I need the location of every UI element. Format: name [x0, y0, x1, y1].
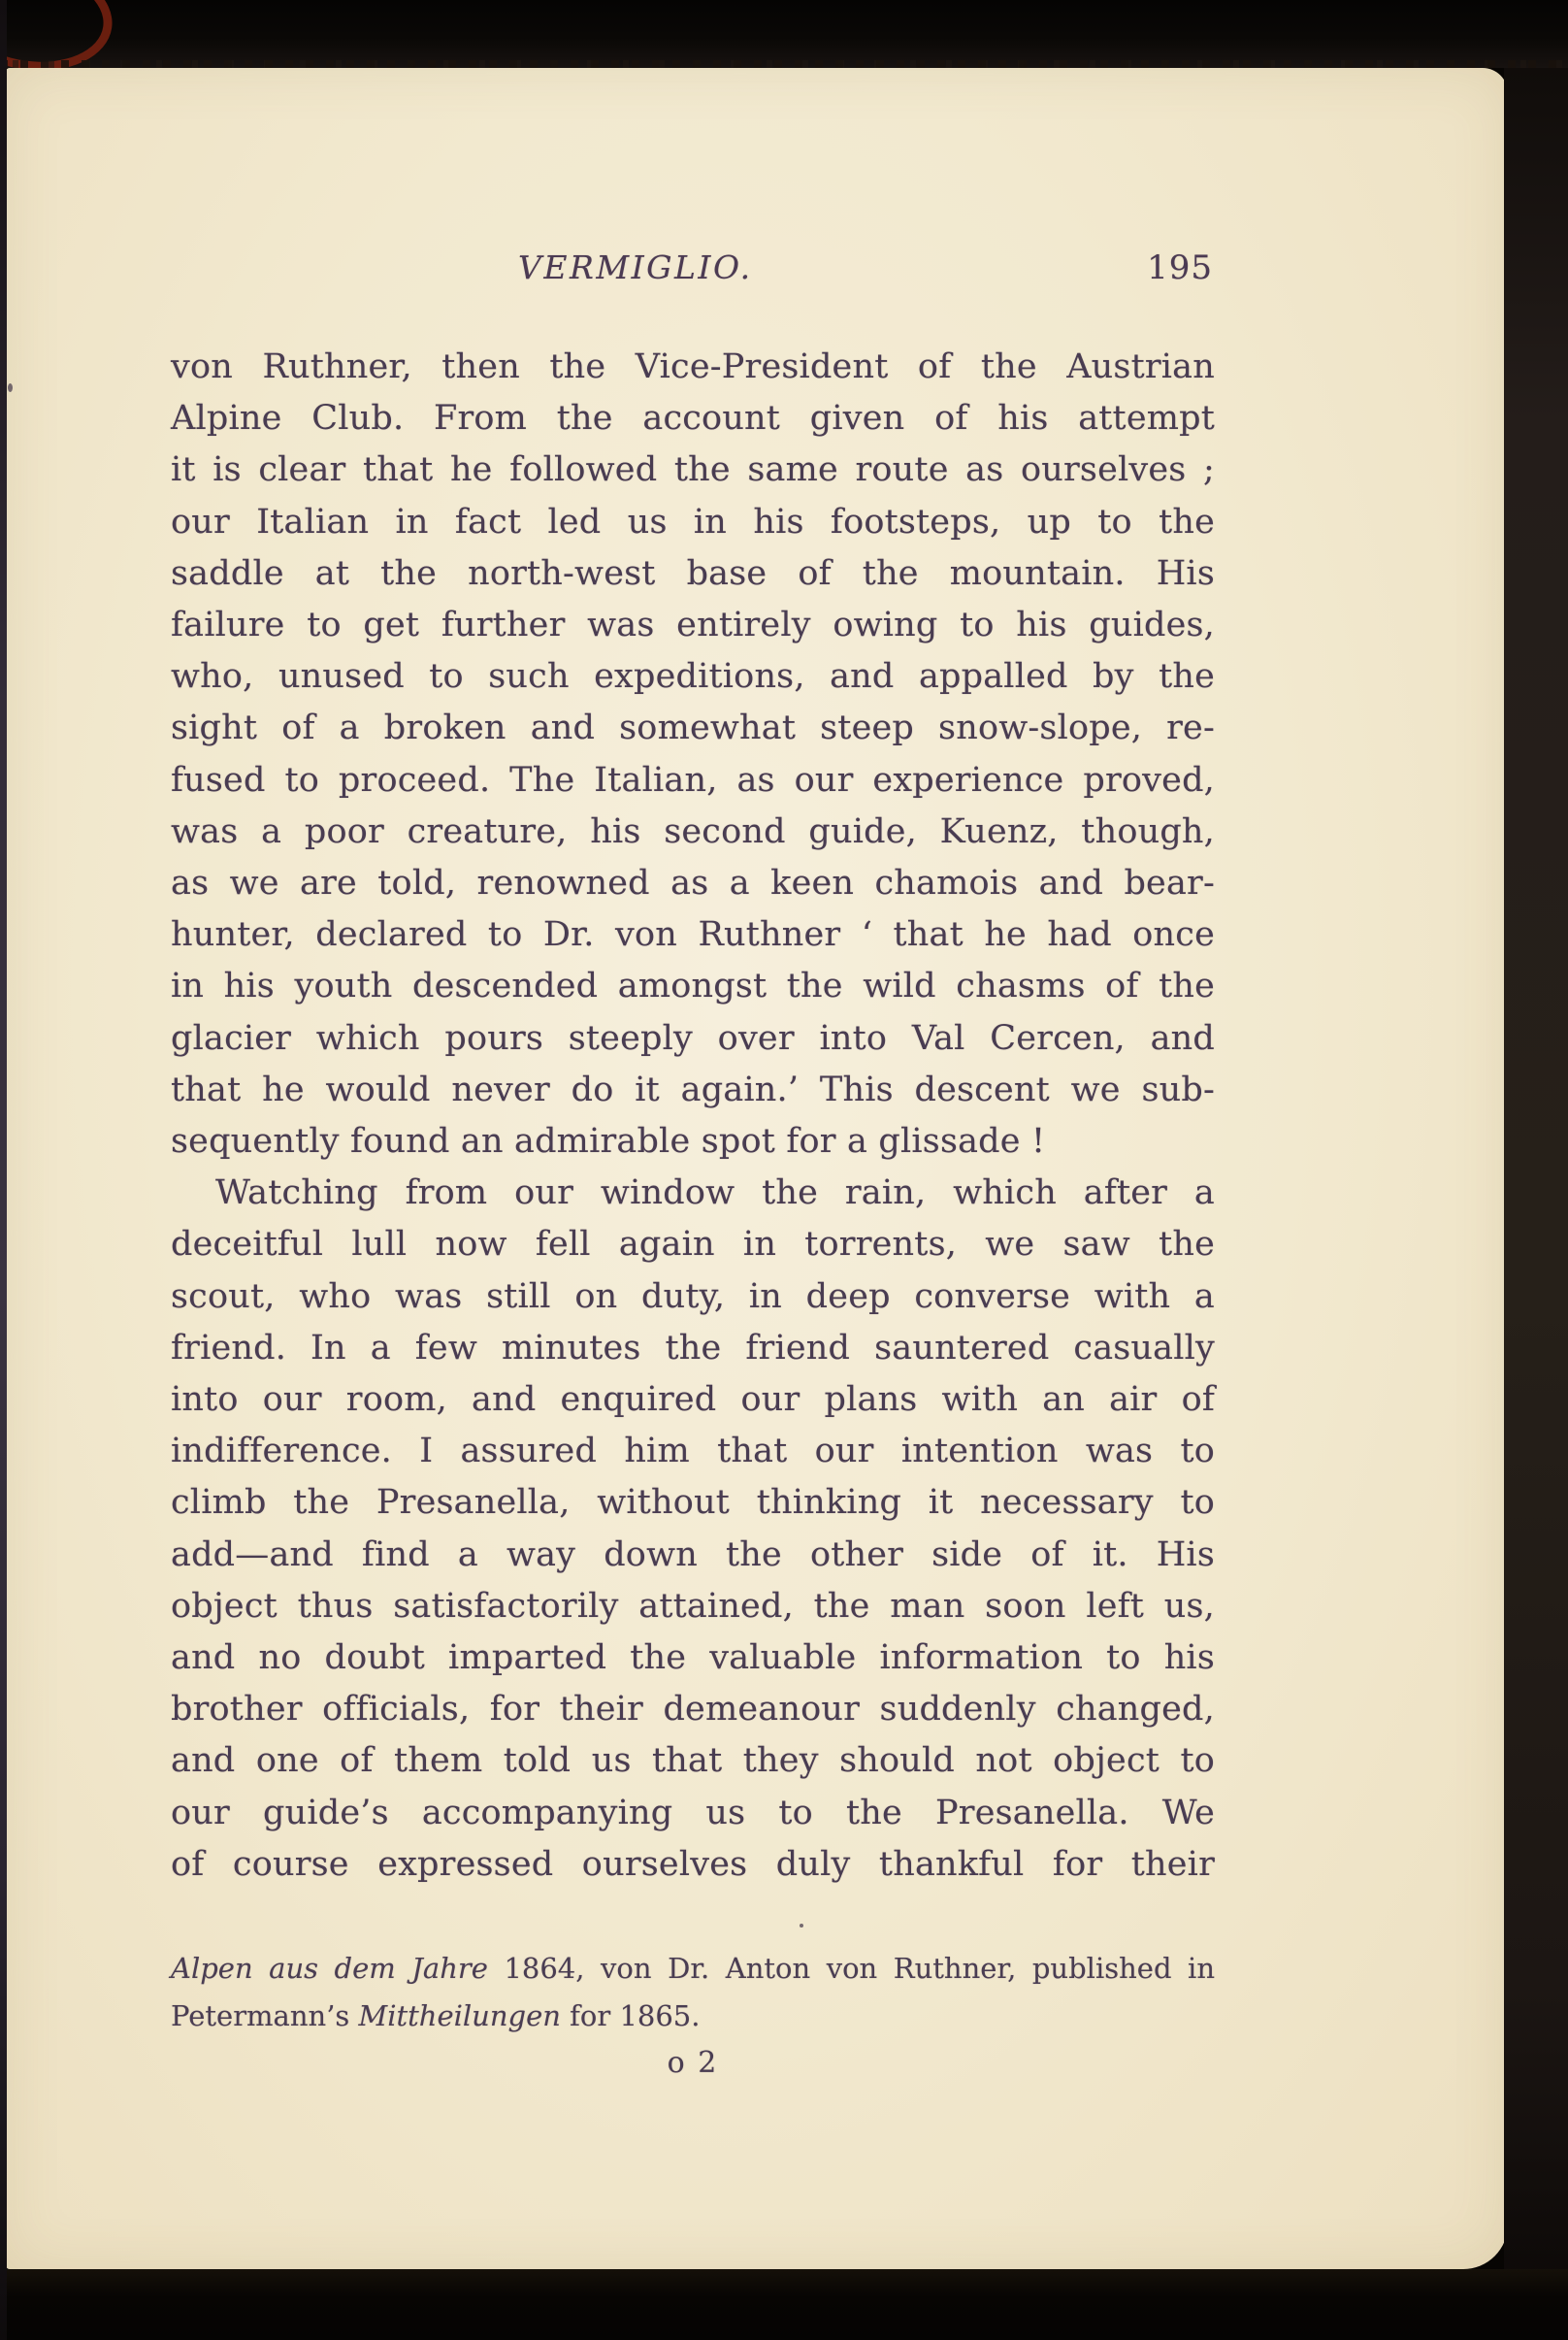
footnote-italic-title: Mittheilungen — [358, 1999, 561, 2033]
text-line: of course expressed ourselves duly thankful for their — [171, 1844, 1215, 1884]
book-page — [6, 68, 1508, 2269]
text-line: von Ruthner, then the Vice-President of the Austrian — [171, 347, 1215, 386]
text-line: that he would never do it again.’ This descent we sub- — [171, 1070, 1215, 1109]
text-line: scout, who was still on duty, in deep converse with a — [171, 1276, 1215, 1316]
text-line: glacier which pours steeply over into Val Cercen, and — [171, 1018, 1215, 1058]
body-text — [171, 342, 1215, 2080]
text-line: Alpine Club. From the account given of his attempt — [171, 399, 1215, 439]
text-line: object thus satisfactorily attained, the man soon left us, — [171, 1586, 1215, 1626]
text-line: as we are told, renowned as a keen chamois and bear- — [171, 864, 1215, 904]
footnote-italic-title: Alpen aus dem Jahre — [171, 1952, 488, 1986]
text-line: sight of a broken and somewhat steep snow-slope, re- — [171, 709, 1215, 748]
text-line: indifference. I assured him that our intention was to — [171, 1432, 1215, 1471]
corner-red-mark — [0, 0, 119, 68]
text-line: hunter, declared to Dr. von Ruthner ‘ that he had once — [171, 915, 1215, 955]
text-line: add—and find a way down the other side of it. His — [171, 1534, 1215, 1574]
ink-speck — [8, 383, 13, 392]
text-line: Watching from our window the rain, which after a — [215, 1173, 1215, 1213]
text-line: our Italian in fact led us in his footsteps, up to the — [171, 502, 1215, 542]
signature-mark: o 2 — [667, 2046, 719, 2081]
text-line: fused to proceed. The Italian, as our experience proved, — [171, 760, 1215, 800]
page-title: VERMIGLIO. — [518, 248, 753, 286]
page-number: 195 — [1147, 248, 1213, 287]
text-line: our guide’s accompanying us to the Presanella. We — [171, 1793, 1215, 1832]
text-line: brother officials, for their demeanour suddenly changed, — [171, 1690, 1215, 1730]
text-line: failure to get further was entirely owing to his guides, — [171, 606, 1215, 645]
scan-top-border — [0, 0, 1568, 68]
footnote-text: 1864, von Dr. Anton von Ruthner, published in — [487, 1952, 1215, 1986]
text-line: friend. In a few minutes the friend sauntered casually — [171, 1328, 1215, 1368]
text-line: saddle at the north-west base of the mountain. His — [171, 553, 1215, 593]
text-line: it is clear that he followed the same route as ourselves ; — [171, 450, 1215, 490]
footnote-line — [171, 1993, 1215, 2040]
text-line: in his youth descended amongst the wild chasms of the — [171, 967, 1215, 1006]
text-line: deceitful lull now fell again in torrents, we saw the — [171, 1225, 1215, 1265]
text-line: sequently found an admirable spot for a glissade ! — [171, 1122, 1046, 1162]
text-line: into our room, and enquired our plans with an air of — [171, 1380, 1215, 1420]
footnote-text: Petermann’s — [171, 1999, 359, 2033]
running-head — [171, 248, 1215, 295]
text-line: and no doubt imparted the valuable information to his — [171, 1638, 1215, 1678]
text-line: who, unused to such expeditions, and appalled by the — [171, 657, 1215, 697]
text-line: was a poor creature, his second guide, Kuenz, though, — [171, 811, 1215, 851]
text-line: and one of them told us that they should not object to — [171, 1741, 1215, 1781]
footnote-line — [171, 1945, 1215, 1993]
footnote — [171, 1945, 1215, 2040]
scan-right-border — [1504, 0, 1568, 2340]
scan-left-border — [0, 0, 7, 2340]
footnote-text: for 1865. — [560, 1999, 701, 2033]
scan-bottom-border — [0, 2269, 1568, 2340]
text-line: climb the Presanella, without thinking it necessary to — [171, 1483, 1215, 1523]
